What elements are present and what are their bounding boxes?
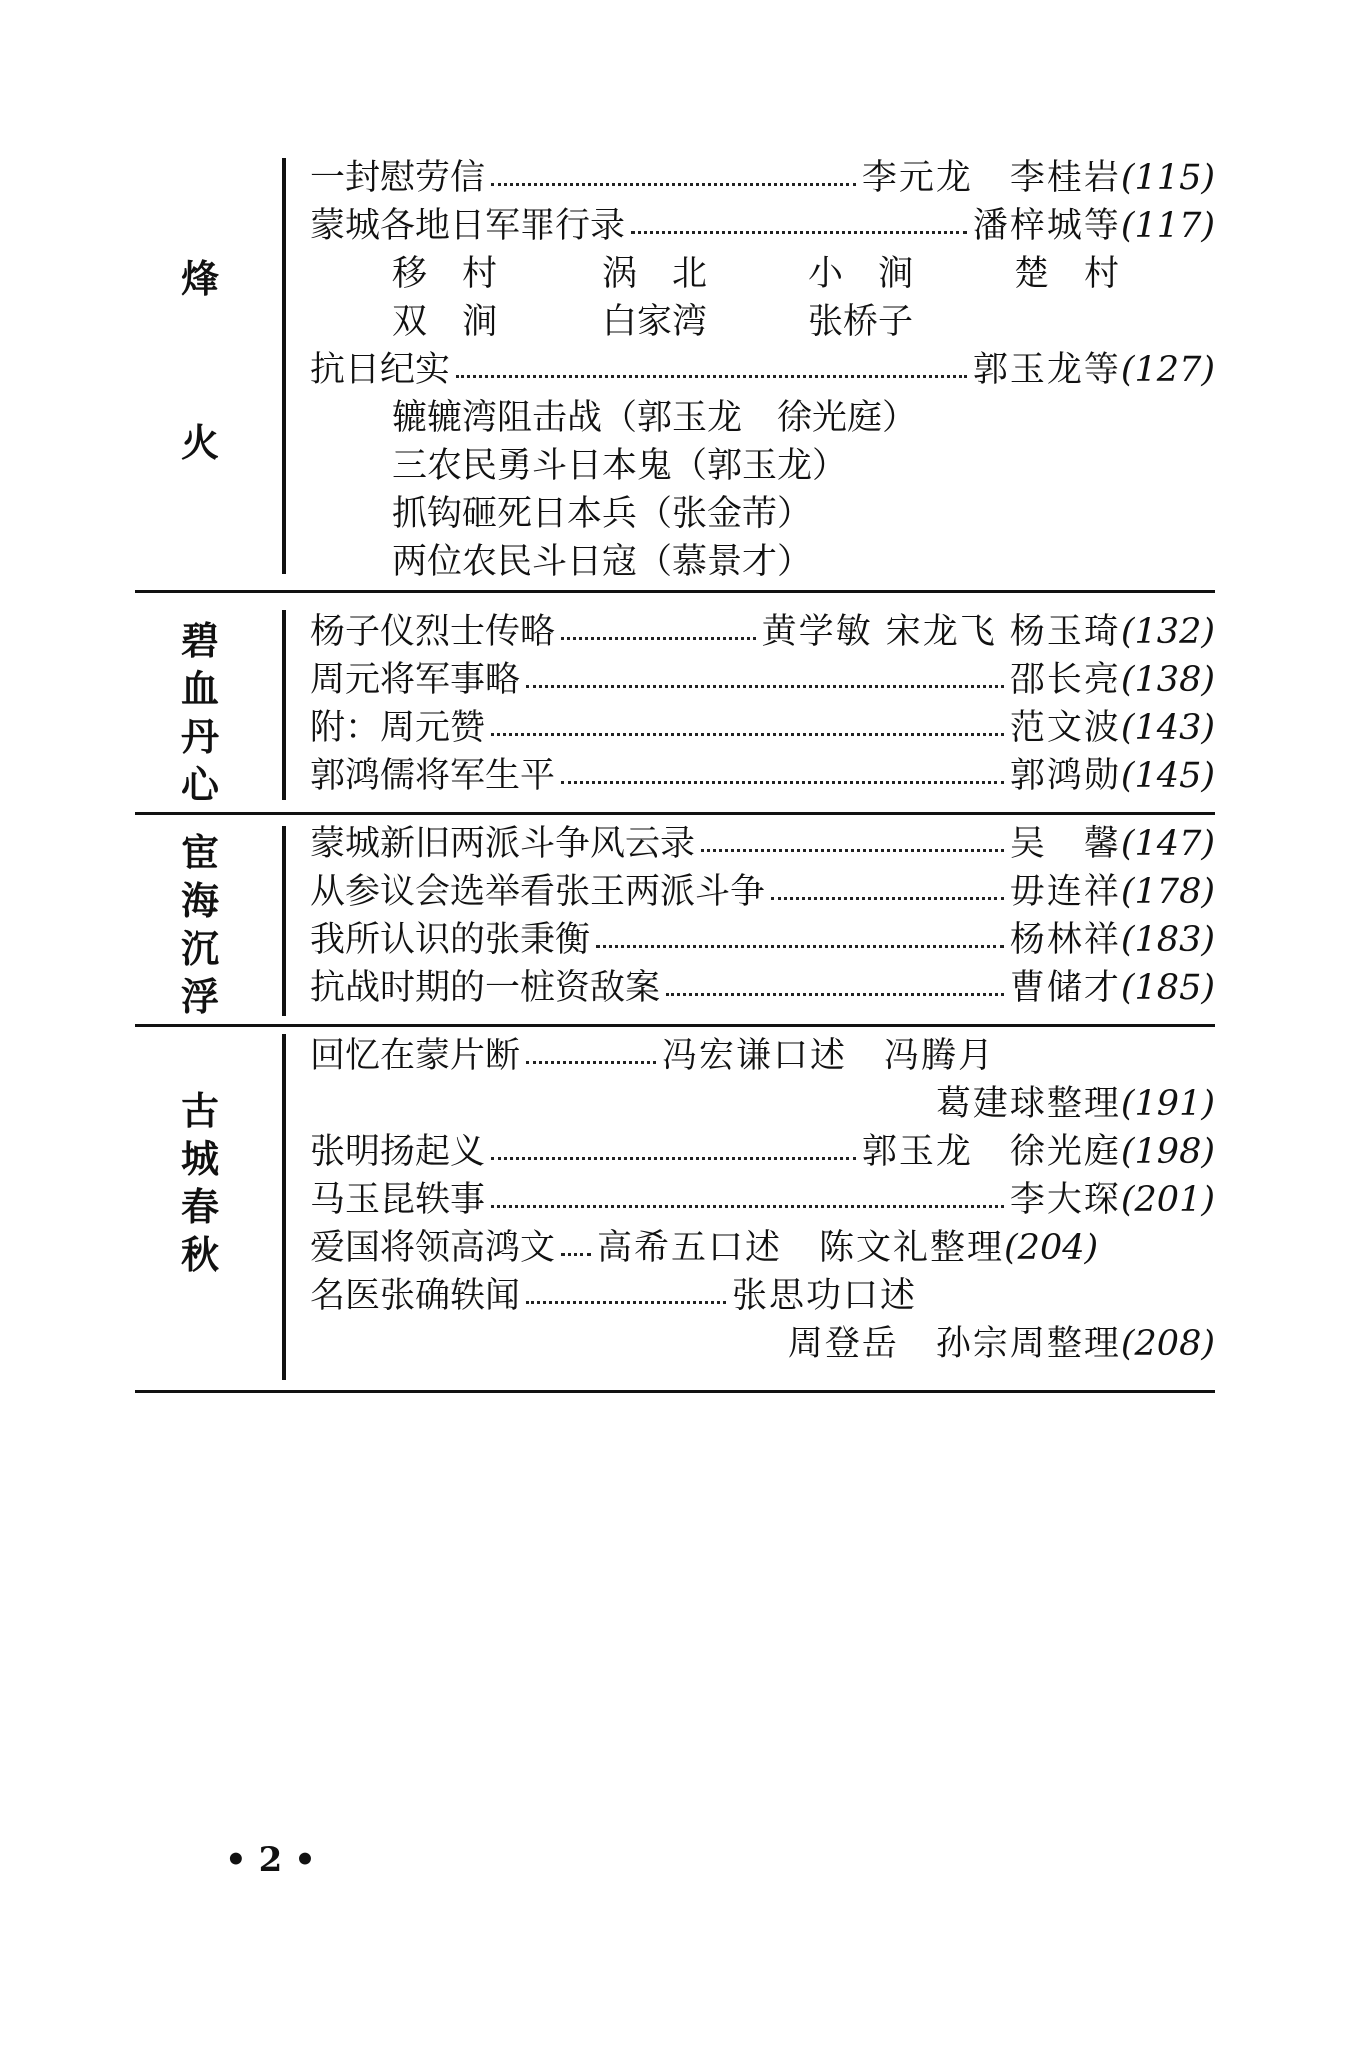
category-char: 海 [180,879,219,923]
entry-page: (127) [1120,350,1215,390]
toc-entry[interactable] [310,152,1215,204]
sub-article: 辘辘湾阻击战（郭玉龙 徐光庭） [392,398,918,438]
entry-author: 葛建球整理 [935,1084,1121,1124]
entry-author: 冯宏谦口述 冯腾月 [662,1036,996,1076]
entry-title: 郭鸿儒将军生平 [310,756,556,796]
category-char: 心 [180,763,219,807]
category-char: 宦 [180,831,219,875]
leader-dots [561,637,756,640]
leader-dots [491,1157,856,1160]
toc-entry[interactable] [310,1270,1215,1322]
entry-title: 名医张确轶闻 [310,1276,521,1316]
entry-title: 爱国将领高鸿文 [310,1228,556,1268]
vertical-divider [282,610,286,800]
entry-page: (208) [1120,1324,1215,1364]
entry-author: 吴 馨 [1009,824,1121,864]
toc-entry[interactable] [310,1222,1215,1274]
leader-dots [631,231,967,234]
toc-entry-continuation[interactable] [310,1078,1215,1130]
category-char: 火 [180,421,219,465]
entry-author: 郭鸿勋 [1009,756,1121,796]
entry-title: 周元将军事略 [310,660,521,700]
section-divider [135,812,1215,815]
entry-page: (178) [1120,872,1215,912]
leader-dots [491,183,856,186]
category-char: 秋 [180,1233,219,1277]
entry-author: 杨林祥 [1009,920,1121,960]
entry-title: 杨子仪烈士传略 [310,612,556,652]
entry-author: 毋连祥 [1009,872,1121,912]
toc-entry[interactable] [310,1174,1215,1226]
entry-title: 我所认识的张秉衡 [310,920,591,960]
entry-page: (143) [1120,708,1215,748]
entry-title: 张明扬起义 [310,1132,486,1172]
toc-entry[interactable] [310,606,1215,658]
toc-entry[interactable] [310,1126,1215,1178]
leader-dots [561,1253,591,1256]
toc-entry[interactable] [310,1030,1215,1082]
entry-author: 黄学敏 宋龙飞 杨玉琦 [761,612,1121,652]
section-divider [135,590,1215,593]
entry-author: 邵长亮 [1009,660,1121,700]
category-char: 烽 [180,257,219,301]
entry-page: (145) [1120,756,1215,796]
entry-title: 抗战时期的一桩资敌案 [310,968,661,1008]
leader-dots [526,1061,656,1064]
category-char: 血 [180,667,219,711]
toc-entry[interactable] [310,654,1215,706]
sub-location: 楚 村 [1014,254,1120,294]
leader-dots [491,1205,1004,1208]
sub-location: 移 村 [392,254,498,294]
entry-author: 高希五口述 陈文礼整理 [597,1228,1005,1268]
entry-page: (198) [1120,1132,1215,1172]
entry-title: 附：周元赞 [310,708,486,748]
toc-entry[interactable] [310,750,1215,802]
entry-author: 范文波 [1009,708,1121,748]
entry-page: (115) [1120,158,1215,198]
entry-author: 曹储才 [1009,968,1121,1008]
entry-page: (183) [1120,920,1215,960]
entry-page: (191) [1120,1084,1215,1124]
leader-dots [561,781,1004,784]
toc-entry[interactable] [310,866,1215,918]
entry-title: 蒙城各地日军罪行录 [310,206,626,246]
toc-entry[interactable] [310,818,1215,870]
sub-location: 张桥子 [808,302,914,342]
entry-author: 张思功口述 [732,1276,918,1316]
leader-dots [596,945,1004,948]
entry-page: (201) [1120,1180,1215,1220]
category-char: 沉 [180,927,219,971]
leader-dots [701,849,1004,852]
vertical-divider [282,158,286,574]
category-char: 丹 [180,715,219,759]
leader-dots [526,1301,726,1304]
category-char: 古 [180,1089,219,1133]
toc-entry-continuation[interactable] [310,1318,1215,1370]
leader-dots [456,375,967,378]
toc-entry[interactable] [310,200,1215,252]
sub-location: 白家湾 [602,302,708,342]
entry-page: (117) [1120,206,1215,246]
entry-author: 潘梓城等 [972,206,1121,246]
entry-page: (204) [1004,1228,1099,1268]
sub-location: 小 涧 [808,254,914,294]
sub-article: 两位农民斗日寇（慕景才） [392,542,813,582]
entry-title: 回忆在蒙片断 [310,1036,521,1076]
vertical-divider [282,1034,286,1380]
entry-author: 周登岳 孙宗周整理 [787,1324,1121,1364]
leader-dots [526,685,1004,688]
category-char: 浮 [180,975,219,1019]
entry-page: (138) [1120,660,1215,700]
entry-page: (147) [1120,824,1215,864]
sub-article: 抓钩砸死日本兵（张金芾） [392,494,813,534]
toc-entry[interactable] [310,914,1215,966]
entry-page: (132) [1120,612,1215,652]
page-number: • 2 • [225,1840,316,1880]
section-divider [135,1390,1215,1393]
leader-dots [666,993,1004,996]
entry-author: 李大琛 [1009,1180,1121,1220]
entry-author: 李元龙 李桂岩 [861,158,1121,198]
category-char: 春 [180,1185,219,1229]
entry-title: 从参议会选举看张王两派斗争 [310,872,766,912]
sub-location: 双 涧 [392,302,498,342]
category-char: 城 [180,1137,219,1181]
leader-dots [771,897,1004,900]
toc-entry[interactable] [310,702,1215,754]
entry-title: 蒙城新旧两派斗争风云录 [310,824,696,864]
vertical-divider [282,826,286,1016]
entry-title: 一封慰劳信 [310,158,486,198]
toc-entry[interactable] [310,962,1215,1014]
toc-entry[interactable] [310,344,1215,396]
entry-author: 郭玉龙 徐光庭 [861,1132,1121,1172]
sub-article: 三农民勇斗日本鬼（郭玉龙） [392,446,848,486]
section-divider [135,1024,1215,1027]
category-char: 碧 [180,619,219,663]
entry-page: (185) [1120,968,1215,1008]
sub-location: 涡 北 [602,254,708,294]
entry-author: 郭玉龙等 [972,350,1121,390]
entry-title: 抗日纪实 [310,350,451,390]
leader-dots [491,733,1004,736]
entry-title: 马玉昆轶事 [310,1180,486,1220]
